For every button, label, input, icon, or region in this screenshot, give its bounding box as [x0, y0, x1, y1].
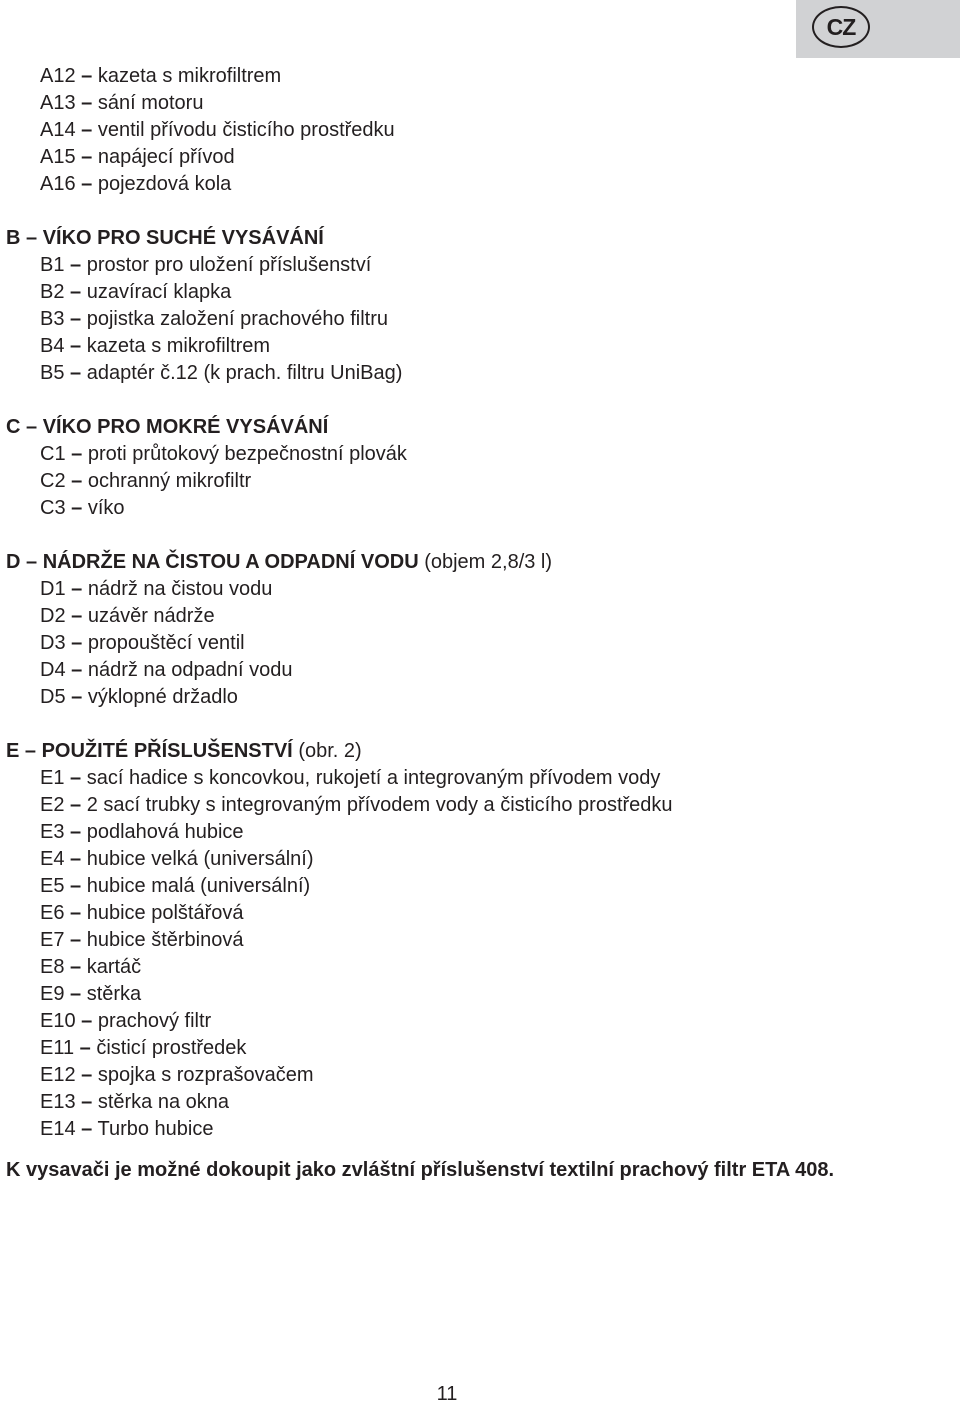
list-item — [6, 819, 906, 846]
item-code: D2 — [40, 605, 66, 627]
item-code: E8 — [40, 956, 65, 978]
item-dash: – — [71, 578, 83, 600]
list-item — [6, 468, 906, 495]
item-text: stěrka na okna — [97, 1091, 230, 1113]
heading-dash: – — [26, 227, 38, 249]
item-code: A12 — [40, 65, 76, 87]
item-dash: – — [70, 875, 82, 897]
item-text: 2 sací trubky s integrovaným přívodem vody a čisticího prostředku — [86, 794, 673, 816]
list-item — [6, 1035, 906, 1062]
section-title: VÍKO PRO MOKRÉ VYSÁVÁNÍ — [42, 416, 329, 438]
section-code: D — [6, 551, 21, 573]
section-b — [6, 198, 906, 387]
item-code: C1 — [40, 443, 66, 465]
item-dash: – — [81, 1010, 93, 1032]
item-text: ochranný mikrofiltr — [87, 470, 252, 492]
item-text: kazeta s mikrofiltrem — [86, 335, 271, 357]
item-code: B3 — [40, 308, 65, 330]
item-text: prachový filtr — [97, 1010, 212, 1032]
list-item — [6, 495, 906, 522]
item-code: E9 — [40, 983, 65, 1005]
item-text: napájecí přívod — [97, 146, 235, 168]
item-dash: – — [70, 956, 82, 978]
accessory-note: K vysavači je možné dokoupit jako zvláštní příslušenství textilní prachový filtr ETA 408. — [6, 1159, 835, 1181]
section-title: NÁDRŽE NA ČISTOU A ODPADNÍ VODU — [42, 551, 419, 573]
list-item — [6, 630, 906, 657]
section-suffix: (objem 2,8/3 l) — [424, 551, 553, 573]
item-code: A15 — [40, 146, 76, 168]
item-code: D3 — [40, 632, 66, 654]
list-item — [6, 63, 906, 90]
item-dash: – — [71, 659, 83, 681]
item-text: víko — [87, 497, 125, 519]
heading-dash: – — [24, 740, 37, 762]
list-item — [6, 927, 906, 954]
item-text: hubice velká (universální) — [86, 848, 314, 870]
item-code: B4 — [40, 335, 65, 357]
item-dash: – — [70, 767, 82, 789]
list-item — [6, 873, 906, 900]
item-dash: – — [70, 821, 82, 843]
item-code: B1 — [40, 254, 65, 276]
item-dash: – — [70, 362, 82, 384]
item-dash: – — [81, 119, 93, 141]
item-text: propouštěcí ventil — [87, 632, 245, 654]
item-text: hubice malá (universální) — [86, 875, 311, 897]
list-item — [6, 792, 906, 819]
heading-dash: – — [26, 551, 38, 573]
list-item — [6, 603, 906, 630]
section-heading — [6, 549, 906, 576]
section-heading — [6, 414, 906, 441]
section-c — [6, 387, 906, 522]
section-code: C — [6, 416, 21, 438]
section-heading — [6, 738, 906, 765]
item-code: D4 — [40, 659, 66, 681]
note-spacer — [6, 1143, 906, 1151]
item-text: pojezdová kola — [97, 173, 232, 195]
section-spacer — [6, 387, 906, 414]
item-text: sání motoru — [97, 92, 204, 114]
section-spacer — [6, 522, 906, 549]
item-dash: – — [70, 983, 82, 1005]
item-dash: – — [81, 1118, 93, 1140]
item-text: adaptér č.12 (k prach. filtru UniBag) — [86, 362, 403, 384]
item-dash: – — [81, 1064, 93, 1086]
list-item — [6, 954, 906, 981]
item-code: E1 — [40, 767, 65, 789]
item-text: proti průtokový bezpečnostní plovák — [87, 443, 407, 465]
item-text: Turbo hubice — [97, 1118, 214, 1140]
item-code: E13 — [40, 1091, 76, 1113]
item-text: spojka s rozprašovačem — [97, 1064, 314, 1086]
item-code: E5 — [40, 875, 65, 897]
item-text: výklopné držadlo — [87, 686, 238, 708]
section-suffix: (obr. 2) — [298, 740, 362, 762]
item-dash: – — [70, 254, 82, 276]
section-heading — [6, 225, 906, 252]
item-dash: – — [71, 497, 83, 519]
section-e — [6, 711, 906, 1143]
item-text: kartáč — [86, 956, 142, 978]
item-dash: – — [81, 1091, 93, 1113]
item-code: E14 — [40, 1118, 76, 1140]
item-text: uzávěr nádrže — [87, 605, 215, 627]
item-code: D1 — [40, 578, 66, 600]
item-text: kazeta s mikrofiltrem — [97, 65, 282, 87]
list-item — [6, 1116, 906, 1143]
list-item — [6, 657, 906, 684]
item-text: sací hadice s koncovkou, rukojetí a integrovaným přívodem vody — [86, 767, 661, 789]
item-dash: – — [70, 335, 82, 357]
section-d — [6, 522, 906, 711]
item-code: E10 — [40, 1010, 76, 1032]
language-badge: CZ — [812, 6, 870, 48]
item-text: pojistka založení prachového filtru — [86, 308, 388, 330]
item-code: E12 — [40, 1064, 76, 1086]
item-dash: – — [81, 173, 93, 195]
item-code: A16 — [40, 173, 76, 195]
item-dash: – — [71, 686, 83, 708]
list-item — [6, 576, 906, 603]
item-dash: – — [81, 146, 93, 168]
list-item — [6, 765, 906, 792]
section-spacer — [6, 198, 906, 225]
item-code: E11 — [40, 1037, 75, 1059]
item-code: A14 — [40, 119, 76, 141]
item-dash: – — [70, 281, 82, 303]
item-dash: – — [81, 65, 93, 87]
item-dash: – — [70, 794, 82, 816]
list-item — [6, 684, 906, 711]
item-text: stěrka — [86, 983, 142, 1005]
item-dash: – — [71, 632, 83, 654]
item-code: D5 — [40, 686, 66, 708]
item-text: nádrž na čistou vodu — [87, 578, 273, 600]
list-item — [6, 144, 906, 171]
list-item — [6, 900, 906, 927]
item-dash: – — [71, 443, 83, 465]
list-item — [6, 252, 906, 279]
list-item — [6, 306, 906, 333]
item-code: C2 — [40, 470, 66, 492]
section-code: B — [6, 227, 21, 249]
list-item — [6, 333, 906, 360]
list-item — [6, 279, 906, 306]
item-dash: – — [70, 308, 82, 330]
item-text: hubice polštářová — [86, 902, 244, 924]
item-dash: – — [71, 470, 83, 492]
item-code: C3 — [40, 497, 66, 519]
item-text: podlahová hubice — [86, 821, 244, 843]
section-code: E — [6, 740, 20, 762]
item-code: E7 — [40, 929, 65, 951]
item-text: uzavírací klapka — [86, 281, 232, 303]
item-text: nádrž na odpadní vodu — [87, 659, 293, 681]
page-number: 11 — [436, 1383, 458, 1405]
item-dash: – — [70, 848, 82, 870]
parts-list — [6, 63, 906, 1184]
item-dash: – — [70, 902, 82, 924]
item-dash: – — [70, 929, 82, 951]
section-a-continued — [6, 63, 906, 198]
item-text: hubice štěrbinová — [86, 929, 244, 951]
item-text: ventil přívodu čisticího prostředku — [97, 119, 395, 141]
item-code: B5 — [40, 362, 65, 384]
section-title: VÍKO PRO SUCHÉ VYSÁVÁNÍ — [42, 227, 324, 249]
heading-dash: – — [26, 416, 38, 438]
item-code: E4 — [40, 848, 65, 870]
item-dash: – — [71, 605, 83, 627]
item-code: B2 — [40, 281, 65, 303]
section-title: POUŽITÉ PŘÍSLUŠENSTVÍ — [41, 740, 293, 762]
item-code: E3 — [40, 821, 65, 843]
list-item — [6, 117, 906, 144]
list-item — [6, 981, 906, 1008]
list-item — [6, 846, 906, 873]
item-code: A13 — [40, 92, 76, 114]
item-dash: – — [81, 92, 93, 114]
item-code: E6 — [40, 902, 65, 924]
list-item — [6, 171, 906, 198]
section-spacer — [6, 711, 906, 738]
list-item — [6, 90, 906, 117]
item-text: čisticí prostředek — [96, 1037, 247, 1059]
list-item — [6, 1089, 906, 1116]
list-item — [6, 1008, 906, 1035]
list-item — [6, 360, 906, 387]
item-dash: – — [79, 1037, 91, 1059]
item-code: E2 — [40, 794, 65, 816]
item-text: prostor pro uložení příslušenství — [86, 254, 372, 276]
list-item — [6, 1062, 906, 1089]
list-item — [6, 441, 906, 468]
